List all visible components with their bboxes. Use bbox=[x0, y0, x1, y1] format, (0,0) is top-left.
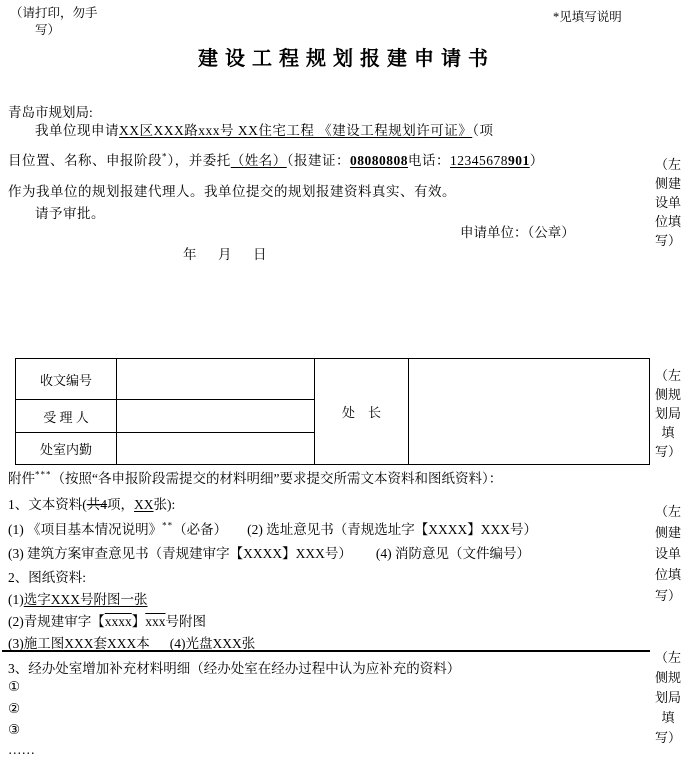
permit-label: （报建证： bbox=[286, 153, 350, 168]
s2-i2-mid: 】 bbox=[131, 614, 146, 629]
s1-head-pre: 1、文本资料( bbox=[8, 497, 87, 512]
s2-i4-marker: (4) bbox=[169, 636, 186, 651]
line1-tail: （项 bbox=[472, 123, 494, 138]
table-row bbox=[16, 359, 650, 400]
s1-head-mid: 项， bbox=[107, 497, 134, 512]
s1-struck-count: 共4 bbox=[86, 497, 107, 512]
text-documents-line-1 bbox=[8, 518, 537, 538]
line2-pre: 目位置、名称、申报阶段 bbox=[8, 153, 162, 168]
s2-i2-number-blank: $\overline{xxx}$ bbox=[145, 614, 166, 629]
project-name-blank: XX区XXX路xxx号 XX住宅工程 《建设工程规划许可证》 bbox=[119, 123, 473, 138]
margin-note-bureau-fill-1: （左 侧规 划局 填 写） bbox=[654, 368, 681, 459]
margin-note-bureau-fill-2: （左 侧规 划局 填 写） bbox=[654, 650, 681, 745]
division-chief-label-cell: 处 长 bbox=[315, 359, 409, 465]
supplementary-ellipsis: …… bbox=[8, 742, 35, 757]
triple-asterisk-marker: *** bbox=[35, 469, 52, 480]
addressee-line: 青岛市规划局: bbox=[8, 105, 93, 120]
item4-fire-opinion: (4) 消防意见（文件编号） bbox=[375, 546, 530, 561]
form-title: 建设工程规划报建申请书 bbox=[198, 48, 495, 70]
handler-label-cell: 受 理 人 bbox=[16, 400, 117, 433]
section-divider bbox=[2, 650, 650, 652]
handler-value-cell bbox=[117, 400, 315, 433]
asterisk-note-marker: * bbox=[162, 151, 168, 162]
s1-head-tail: 张): bbox=[153, 497, 176, 512]
item3-scheme-review: (3) 建筑方案审查意见书（青规建审字【XXXX】XXX号） bbox=[8, 546, 352, 561]
s2-i1-marker: (1) bbox=[8, 592, 24, 607]
permit-number: 08080808 bbox=[350, 153, 408, 168]
line2-mid: ），并委托 bbox=[167, 153, 231, 168]
drawings-heading: 2、图纸资料: bbox=[8, 570, 87, 585]
office-clerk-value-cell bbox=[117, 433, 315, 465]
receipt-number-label-cell: 收文编号 bbox=[16, 359, 117, 400]
date-line: 年 月 日 bbox=[183, 247, 271, 262]
phone-number: 12345678 bbox=[450, 153, 508, 168]
phone-label: 电话： bbox=[408, 153, 450, 168]
s2-i2-tail: 号附图 bbox=[165, 614, 206, 629]
print-note: （请打印，勿手 写） bbox=[10, 6, 98, 37]
agent-name-blank: （姓名） bbox=[230, 153, 287, 168]
item1-basic-info: (1) 《项目基本情况说明》 bbox=[8, 522, 163, 537]
margin-note-builder-fill-2: （左 侧建 设单 位填 写） bbox=[654, 504, 681, 603]
letter-line-1 bbox=[8, 119, 494, 139]
letter-line-2 bbox=[8, 149, 544, 169]
approval-request-line: 请予审批。 bbox=[35, 206, 105, 221]
s1-sheet-count-blank: XX bbox=[134, 497, 154, 512]
s2-i3-blank: 施工图XXX套XXX本 bbox=[23, 636, 150, 651]
office-clerk-label-cell: 处室内勤 bbox=[16, 433, 117, 465]
attachments-heading bbox=[8, 467, 502, 487]
drawings-item-2 bbox=[8, 610, 206, 630]
attachments-instruction: （按照“各申报阶段需提交的材料明细”要求提交所需文本资料和图纸资料）： bbox=[51, 471, 503, 486]
s2-i2-pre: (2)青规建审字【 bbox=[8, 614, 105, 629]
applicant-seal-line: 申请单位：（公章） bbox=[460, 225, 575, 240]
fill-instruction-note: *见填写说明 bbox=[553, 10, 622, 24]
drawings-item-1 bbox=[8, 588, 148, 608]
s2-i2-code-blank: xxxx bbox=[104, 614, 132, 629]
supplementary-materials-heading: 3、经办处室增加补充材料明细（经办处室在经办过程中认为应补充的资料） bbox=[8, 661, 461, 676]
double-asterisk-marker: ** bbox=[162, 520, 174, 531]
attachments-label: 附件 bbox=[8, 471, 35, 486]
supplementary-item-1: ① bbox=[8, 679, 21, 694]
supplementary-item-3: ③ bbox=[8, 722, 21, 737]
s2-i3-marker: (3) bbox=[8, 636, 24, 651]
text-documents-line-2 bbox=[8, 542, 530, 562]
supplementary-item-2: ② bbox=[8, 701, 21, 716]
letter-line-3: 作为我单位的规划报建代理人。我单位提交的规划报建资料真实、有效。 bbox=[8, 184, 456, 199]
line1-lead: 我单位现申请 bbox=[35, 123, 119, 138]
phone-number-bold: 901 bbox=[508, 153, 530, 168]
text-documents-heading bbox=[8, 493, 175, 513]
receipt-number-value-cell bbox=[117, 359, 315, 400]
division-chief-value-cell bbox=[409, 359, 650, 465]
s2-i1-blank: 选字XXX号附图一张 bbox=[23, 592, 148, 607]
s2-i4-blank: 光盘XXX张 bbox=[185, 636, 256, 651]
line2-tail: ） bbox=[529, 153, 544, 168]
registry-table bbox=[15, 358, 650, 465]
margin-note-builder-fill-1: （左 侧建 设单 位填 写） bbox=[654, 157, 681, 248]
drawings-item-3-4 bbox=[8, 632, 255, 652]
item1-required-note: （必备） bbox=[173, 522, 228, 537]
item2-site-opinion: (2) 选址意见书（青规选址字【XXXX】XXX号） bbox=[247, 522, 537, 537]
